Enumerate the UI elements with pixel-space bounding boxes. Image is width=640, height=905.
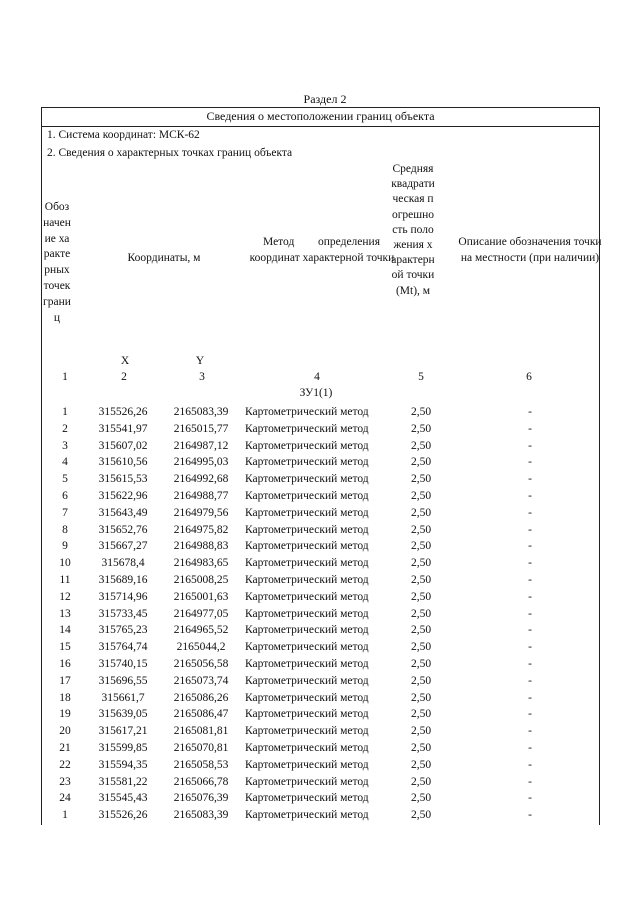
method-cell: Картометрический метод	[245, 708, 369, 721]
method-cell: Картометрический метод	[245, 590, 369, 603]
parcel-label: ЗУ1(1)	[299, 387, 333, 399]
y-coordinate-cell: 2165073,74	[173, 674, 229, 687]
accuracy-cell: 2,50	[410, 489, 432, 502]
method-cell: Картометрический метод	[245, 456, 369, 469]
table-row	[42, 454, 599, 471]
x-coordinate-cell: 315764,74	[98, 641, 148, 654]
column-number: 1	[62, 371, 68, 383]
table-row	[42, 673, 599, 690]
x-coordinate-cell: 315607,02	[98, 439, 148, 452]
accuracy-cell: 2,50	[410, 758, 432, 771]
method-cell: Картометрический метод	[245, 557, 369, 570]
accuracy-cell: 2,50	[410, 523, 432, 536]
x-coordinate-cell: 315765,23	[98, 624, 148, 637]
accuracy-cell: 2,50	[410, 607, 432, 620]
accuracy-cell: 2,50	[410, 674, 432, 687]
point-number-cell: 22	[59, 758, 71, 771]
method-cell: Картометрический метод	[245, 641, 369, 654]
method-cell: Картометрический метод	[245, 422, 369, 435]
x-coordinate-cell: 315526,26	[98, 406, 148, 418]
y-coordinate-cell: 2164975,82	[173, 523, 229, 536]
y-coordinate-cell: 2165058,53	[173, 758, 229, 771]
accuracy-cell: 2,50	[410, 741, 432, 754]
point-number-cell: 16	[59, 657, 71, 670]
y-coordinate-cell: 2165076,39	[173, 792, 229, 805]
accuracy-cell: 2,50	[410, 775, 432, 788]
y-coordinate-cell: 2165044,2	[176, 641, 226, 654]
x-coordinate-cell: 315545,43	[98, 792, 148, 805]
method-cell: Картометрический метод	[245, 691, 369, 704]
header-y: Y	[195, 355, 205, 367]
accuracy-cell: 2,50	[410, 708, 432, 721]
x-coordinate-cell: 315581,22	[98, 775, 148, 788]
point-number-cell: 13	[59, 607, 71, 620]
x-coordinate-cell: 315615,53	[98, 473, 148, 486]
point-number-cell: 6	[62, 489, 68, 502]
x-coordinate-cell: 315661,7	[101, 691, 145, 704]
point-number-cell: 12	[59, 590, 71, 603]
description-cell: -	[528, 473, 532, 486]
point-number-cell: 17	[59, 674, 71, 687]
header-method-rest: координат характерной точки	[249, 252, 395, 264]
table-row	[42, 589, 599, 606]
point-number-cell: 15	[59, 641, 71, 654]
point-number-cell: 10	[59, 557, 71, 570]
accuracy-cell: 2,50	[410, 540, 432, 553]
y-coordinate-cell: 2164983,65	[173, 557, 229, 570]
points-info-line: 2. Сведения о характерных точках границ объекта	[47, 147, 293, 159]
header-designation: Обозначение характерных точек границ	[43, 201, 71, 324]
section-title: Раздел 2	[303, 92, 347, 106]
point-number-cell: 14	[59, 624, 71, 637]
y-coordinate-cell: 2165070,81	[173, 741, 229, 754]
accuracy-cell: 2,50	[410, 624, 432, 637]
method-cell: Картометрический метод	[245, 758, 369, 771]
column-number: 3	[199, 371, 205, 383]
point-number-cell: 21	[59, 741, 71, 754]
method-cell: Картометрический метод	[245, 506, 369, 519]
table-row	[42, 622, 599, 639]
accuracy-cell: 2,50	[410, 590, 432, 603]
accuracy-cell: 2,50	[410, 809, 432, 822]
point-number-cell: 7	[62, 506, 68, 519]
x-coordinate-cell: 315594,35	[98, 758, 148, 771]
table-row	[42, 572, 599, 589]
accuracy-cell: 2,50	[410, 657, 432, 670]
header-accuracy: Средняя квадратическая погрешность положения характерной точки (Mt), м	[391, 163, 435, 297]
x-coordinate-cell: 315678,4	[101, 557, 145, 570]
point-number-cell: 2	[62, 422, 68, 435]
table-row	[42, 740, 599, 757]
table-row	[42, 723, 599, 740]
description-cell: -	[528, 590, 532, 603]
method-cell: Картометрический метод	[245, 439, 369, 452]
point-number-cell: 9	[62, 540, 68, 553]
x-coordinate-cell: 315696,55	[98, 674, 148, 687]
table-row	[42, 471, 599, 488]
table-row	[42, 656, 599, 673]
x-coordinate-cell: 315714,96	[98, 590, 148, 603]
point-number-cell: 8	[62, 523, 68, 536]
description-cell: -	[528, 708, 532, 721]
method-cell: Картометрический метод	[245, 792, 369, 805]
point-number-cell: 18	[59, 691, 71, 704]
x-coordinate-cell: 315643,49	[98, 506, 148, 519]
y-coordinate-cell: 2164979,56	[173, 506, 229, 519]
point-number-cell: 20	[59, 725, 71, 738]
coordinate-system-line: 1. Система координат: МСК-62	[47, 129, 200, 141]
y-coordinate-cell: 2164988,77	[173, 489, 229, 502]
description-cell: -	[528, 741, 532, 754]
table-row	[42, 639, 599, 656]
x-coordinate-cell: 315689,16	[98, 573, 148, 586]
x-coordinate-cell: 315599,85	[98, 741, 148, 754]
accuracy-cell: 2,50	[410, 557, 432, 570]
table-row	[42, 807, 599, 824]
y-coordinate-cell: 2164988,83	[173, 540, 229, 553]
y-coordinate-cell: 2165008,25	[173, 573, 229, 586]
method-cell: Картометрический метод	[245, 406, 369, 418]
point-number-cell: 3	[62, 439, 68, 452]
description-cell: -	[528, 607, 532, 620]
table-row	[42, 404, 599, 421]
column-number: 5	[418, 371, 424, 383]
x-coordinate-cell: 315733,45	[98, 607, 148, 620]
x-coordinate-cell: 315740,15	[98, 657, 148, 670]
header-x: X	[120, 355, 130, 367]
accuracy-cell: 2,50	[410, 691, 432, 704]
description-cell: -	[528, 809, 532, 822]
method-cell: Картометрический метод	[245, 741, 369, 754]
description-cell: -	[528, 775, 532, 788]
point-number-cell: 11	[59, 573, 71, 586]
header-method-word2: определения	[318, 236, 381, 248]
accuracy-cell: 2,50	[410, 641, 432, 654]
header-coordinates: Координаты, м	[127, 252, 201, 264]
method-cell: Картометрический метод	[245, 523, 369, 536]
table-row	[42, 774, 599, 791]
table-title: Сведения о местоположении границ объекта	[42, 108, 599, 127]
accuracy-cell: 2,50	[410, 506, 432, 519]
description-cell: -	[528, 456, 532, 469]
y-coordinate-cell: 2165001,63	[173, 590, 229, 603]
description-cell: -	[528, 725, 532, 738]
accuracy-cell: 2,50	[410, 422, 432, 435]
method-cell: Картометрический метод	[245, 540, 369, 553]
table-row	[42, 488, 599, 505]
description-cell: -	[528, 506, 532, 519]
table-row	[42, 757, 599, 774]
method-cell: Картометрический метод	[245, 775, 369, 788]
y-coordinate-cell: 2165056,58	[173, 657, 229, 670]
description-cell: -	[528, 489, 532, 502]
y-coordinate-cell: 2164995,03	[173, 456, 229, 469]
column-numbers-row	[42, 371, 599, 387]
description-cell: -	[528, 657, 532, 670]
method-cell: Картометрический метод	[245, 674, 369, 687]
accuracy-cell: 2,50	[410, 406, 432, 418]
table-row	[42, 438, 599, 455]
table-row	[42, 790, 599, 807]
y-coordinate-cell: 2165015,77	[173, 422, 229, 435]
accuracy-cell: 2,50	[410, 792, 432, 805]
description-cell: -	[528, 691, 532, 704]
accuracy-cell: 2,50	[410, 725, 432, 738]
method-cell: Картометрический метод	[245, 607, 369, 620]
description-cell: -	[528, 540, 532, 553]
table-row	[42, 690, 599, 707]
method-cell: Картометрический метод	[245, 489, 369, 502]
description-cell: -	[528, 758, 532, 771]
y-coordinate-cell: 2164992,68	[173, 473, 229, 486]
table-body	[42, 404, 599, 824]
table-row	[42, 555, 599, 572]
y-coordinate-cell: 2164987,12	[173, 439, 229, 452]
x-coordinate-cell: 315622,96	[98, 489, 148, 502]
y-coordinate-cell: 2165083,39	[173, 809, 229, 822]
description-cell: -	[528, 422, 532, 435]
description-cell: -	[528, 406, 532, 418]
method-cell: Картометрический метод	[245, 624, 369, 637]
table-row	[42, 606, 599, 623]
point-number-cell: 23	[59, 775, 71, 788]
description-cell: -	[528, 523, 532, 536]
point-number-cell: 19	[59, 708, 71, 721]
table-row	[42, 538, 599, 555]
table-row	[42, 505, 599, 522]
description-cell: -	[528, 641, 532, 654]
column-number: 6	[526, 371, 532, 383]
method-cell: Картометрический метод	[245, 573, 369, 586]
y-coordinate-cell: 2165086,47	[173, 708, 229, 721]
point-number-cell: 1	[62, 809, 68, 822]
table-row	[42, 522, 599, 539]
y-coordinate-cell: 2165083,39	[173, 406, 229, 418]
description-cell: -	[528, 674, 532, 687]
column-number: 2	[121, 371, 127, 383]
header-description: Описание обозначения точки на местности (при наличии)	[458, 236, 602, 264]
description-cell: -	[528, 792, 532, 805]
point-number-cell: 4	[62, 456, 68, 469]
x-coordinate-cell: 315526,26	[98, 809, 148, 822]
y-coordinate-cell: 2165086,26	[173, 691, 229, 704]
method-cell: Картометрический метод	[245, 725, 369, 738]
header-method-word1: Метод	[263, 236, 295, 248]
accuracy-cell: 2,50	[410, 573, 432, 586]
accuracy-cell: 2,50	[410, 473, 432, 486]
x-coordinate-cell: 315541,97	[98, 422, 148, 435]
x-coordinate-cell: 315652,76	[98, 523, 148, 536]
x-coordinate-cell: 315610,56	[98, 456, 148, 469]
x-coordinate-cell: 315639,05	[98, 708, 148, 721]
x-coordinate-cell: 315667,27	[98, 540, 148, 553]
x-coordinate-cell: 315617,21	[98, 725, 148, 738]
table-row	[42, 421, 599, 438]
column-number: 4	[314, 371, 320, 383]
y-coordinate-cell: 2165081,81	[173, 725, 229, 738]
description-cell: -	[528, 557, 532, 570]
point-number-cell: 5	[62, 473, 68, 486]
point-number-cell: 1	[62, 406, 68, 418]
table-row	[42, 706, 599, 723]
coordinates-table	[41, 107, 600, 825]
y-coordinate-cell: 2164977,05	[173, 607, 229, 620]
point-number-cell: 24	[59, 792, 71, 805]
description-cell: -	[528, 439, 532, 452]
description-cell: -	[528, 624, 532, 637]
description-cell: -	[528, 573, 532, 586]
method-cell: Картометрический метод	[245, 809, 369, 822]
accuracy-cell: 2,50	[410, 439, 432, 452]
accuracy-cell: 2,50	[410, 456, 432, 469]
method-cell: Картометрический метод	[245, 473, 369, 486]
y-coordinate-cell: 2165066,78	[173, 775, 229, 788]
method-cell: Картометрический метод	[245, 657, 369, 670]
y-coordinate-cell: 2164965,52	[173, 624, 229, 637]
